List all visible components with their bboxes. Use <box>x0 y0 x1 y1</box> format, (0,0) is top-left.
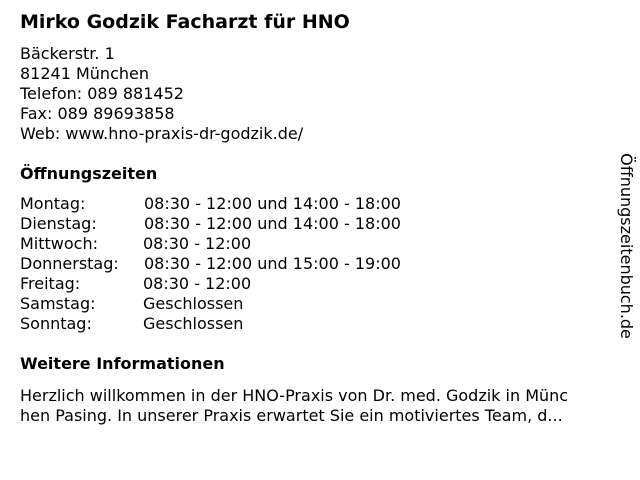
day-label: Donnerstag: <box>20 254 119 273</box>
info-text-line: hen Pasing. In unserer Praxis erwartet Sie ein motiviertes Team, d... <box>20 406 563 425</box>
page-title: Mirko Godzik Facharzt für HNO <box>20 11 350 33</box>
time-value: 08:30 - 12:00 <box>143 274 252 293</box>
city: 81241 München <box>20 64 149 83</box>
info-text-line: Herzlich willkommen in der HNO-Praxis von Dr. med. Godzik in Münc <box>20 386 569 405</box>
contact-block <box>20 44 303 144</box>
further-information-text <box>20 386 620 426</box>
opening-hours-heading: Öffnungszeiten <box>20 164 158 183</box>
day-label: Freitag: <box>20 274 81 293</box>
time-value: 08:30 - 12:00 und 14:00 - 18:00 <box>144 194 401 213</box>
further-information-heading: Weitere Informationen <box>20 354 225 373</box>
day-label: Dienstag: <box>20 214 97 233</box>
fax-number: Fax: 089 89693858 <box>20 104 175 123</box>
time-value: Geschlossen <box>143 314 244 333</box>
day-label: Samstag: <box>20 294 96 313</box>
day-label: Sonntag: <box>20 314 92 333</box>
time-value: 08:30 - 12:00 und 15:00 - 19:00 <box>144 254 401 273</box>
site-watermark: Öffnungszeitenbuch.de <box>617 153 636 339</box>
time-value: 08:30 - 12:00 und 14:00 - 18:00 <box>144 214 401 233</box>
website: Web: www.hno-praxis-dr-godzik.de/ <box>20 124 304 143</box>
time-value: 08:30 - 12:00 <box>143 234 252 253</box>
phone-number: Telefon: 089 881452 <box>20 84 184 103</box>
time-value: Geschlossen <box>143 294 244 313</box>
day-label: Mittwoch: <box>20 234 98 253</box>
street-address: Bäckerstr. 1 <box>20 44 115 63</box>
day-label: Montag: <box>20 194 86 213</box>
